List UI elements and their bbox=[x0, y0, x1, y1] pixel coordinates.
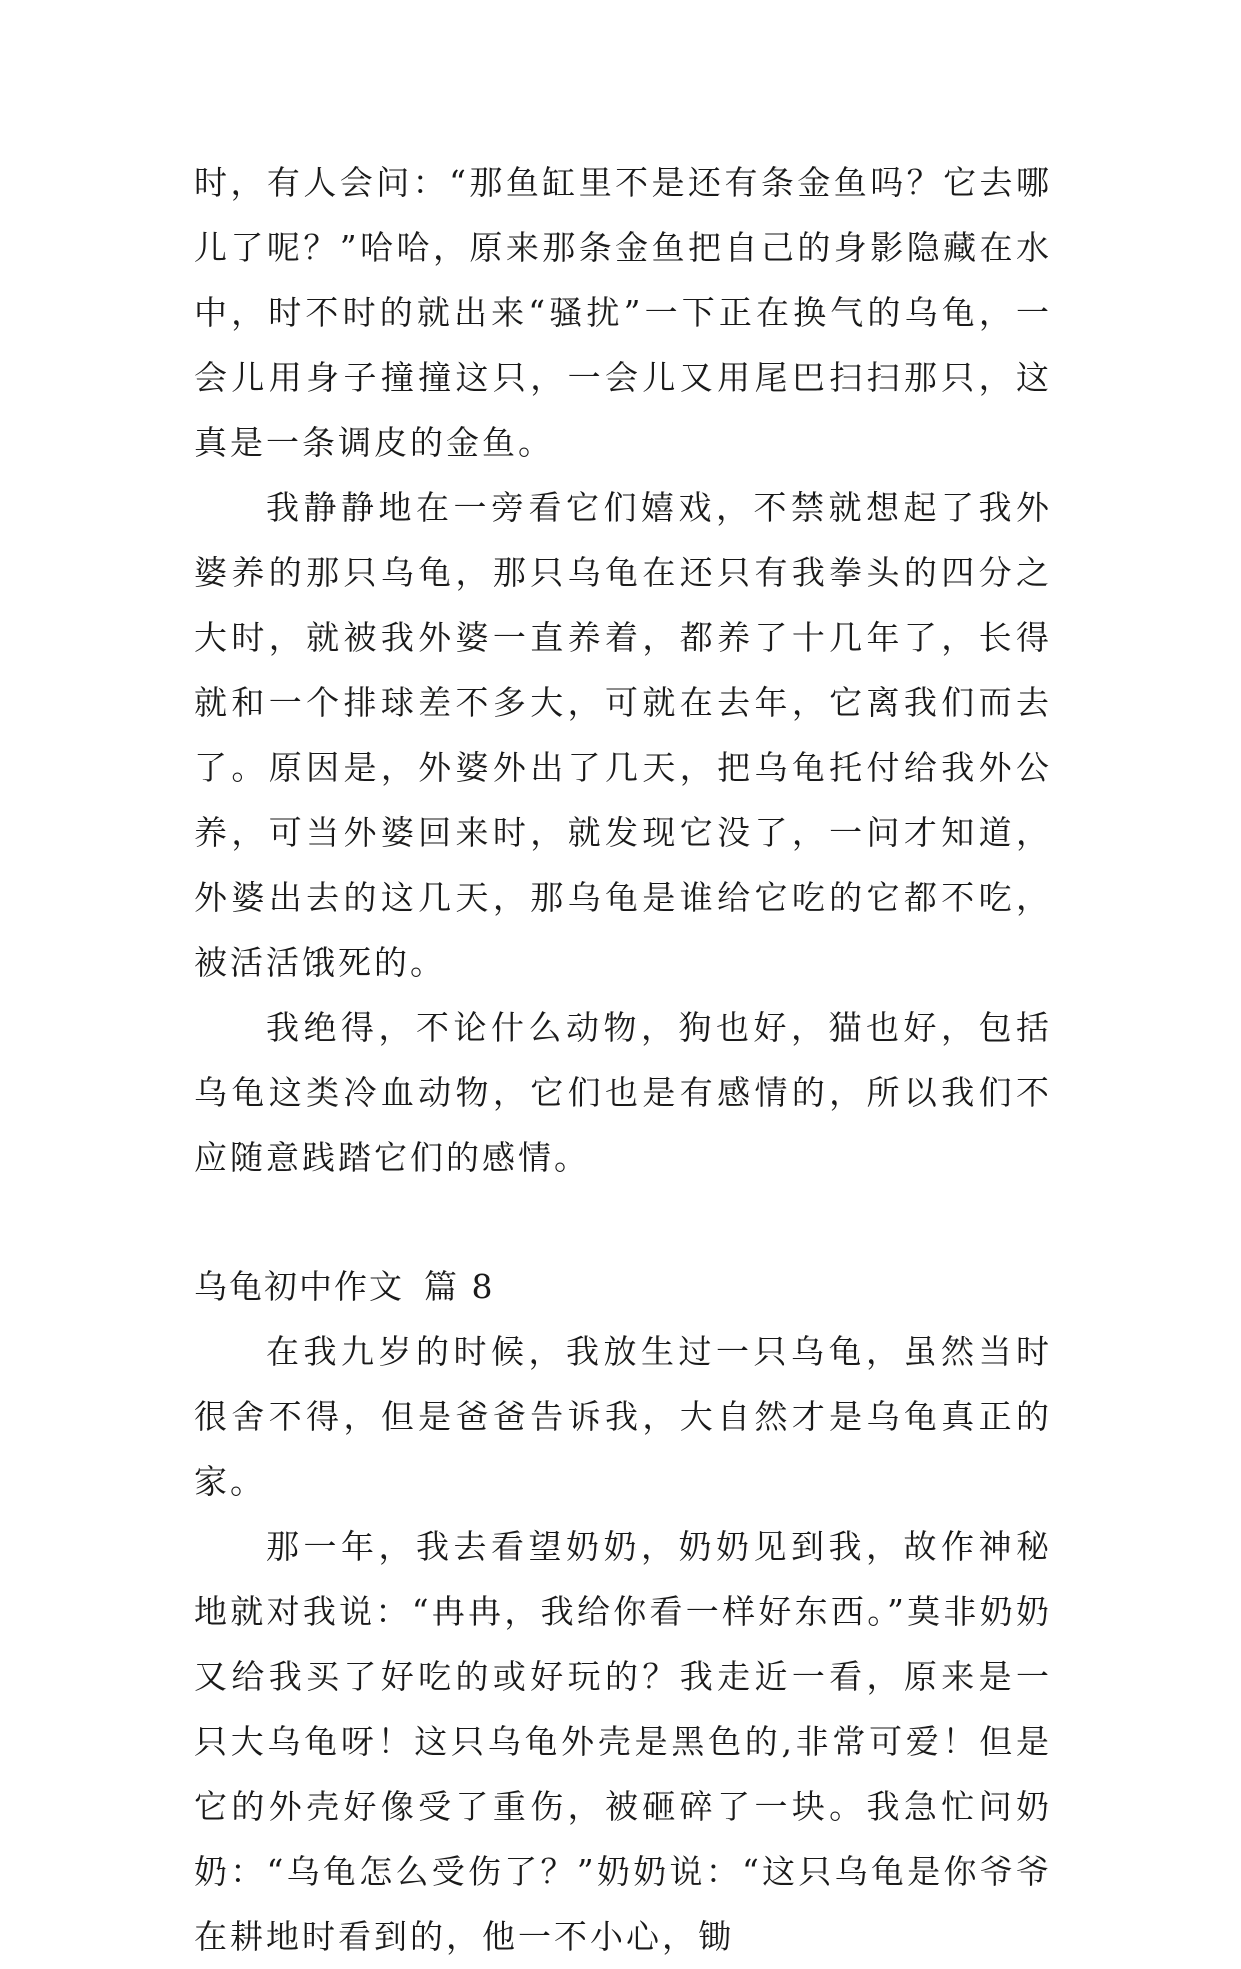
section-number: 篇 8 bbox=[424, 1267, 495, 1306]
paragraph-memory-grandma-turtle: 我静静地在一旁看它们嬉戏，不禁就想起了我外婆养的那只乌龟，那只乌龟在还只有我拳头的四分之大时，就被我外婆一直养着，都养了十几年了，长得就和一个排球差不多大，可就在去年，它离我们而去了。原因是，外婆外出了几天，把乌龟托付给我外公养，可当外婆回来时，就发现它没了，一问才知道，外婆出去的这几天，那乌龟是谁给它吃的它都不吃，被活活饿死的。 bbox=[194, 488, 1052, 982]
document-body bbox=[194, 150, 1052, 1969]
paragraph-intro: 在我九岁的时候，我放生过一只乌龟，虽然当时很舍不得，但是爸爸告诉我，大自然才是乌龟真正的家。 bbox=[194, 1332, 1052, 1501]
paragraph-continued: 时，有人会问：“那鱼缸里不是还有条金鱼吗？它去哪儿了呢？”哈哈，原来那条金鱼把自己的身影隐藏在水中，时不时的就出来“骚扰”一下正在换气的乌龟，一会儿用身子撞撞这只，一会儿又用尾巴扫扫那只，这真是一条调皮的金鱼。 bbox=[194, 163, 1052, 462]
section-title: 乌龟初中作文 bbox=[194, 1267, 404, 1306]
paragraph-conclusion: 我绝得，不论什么动物，狗也好，猫也好，包括乌龟这类冷血动物，它们也是有感情的，所以我们不应随意践踏它们的感情。 bbox=[194, 1008, 1052, 1177]
section-heading bbox=[194, 1254, 1052, 1319]
paragraph-visit-grandma: 那一年，我去看望奶奶，奶奶见到我，故作神秘地就对我说：“冉冉，我给你看一样好东西。”莫非奶奶又给我买了好吃的或好玩的？我走近一看，原来是一只大乌龟呀！这只乌龟外壳是黑色的,非常可爱！但是它的外壳好像受了重伤，被砸碎了一块。我急忙问奶奶：“乌龟怎么受伤了？”奶奶说：“这只乌龟是你爷爷在耕地时看到的，他一不小心，锄 bbox=[194, 1527, 1052, 1956]
